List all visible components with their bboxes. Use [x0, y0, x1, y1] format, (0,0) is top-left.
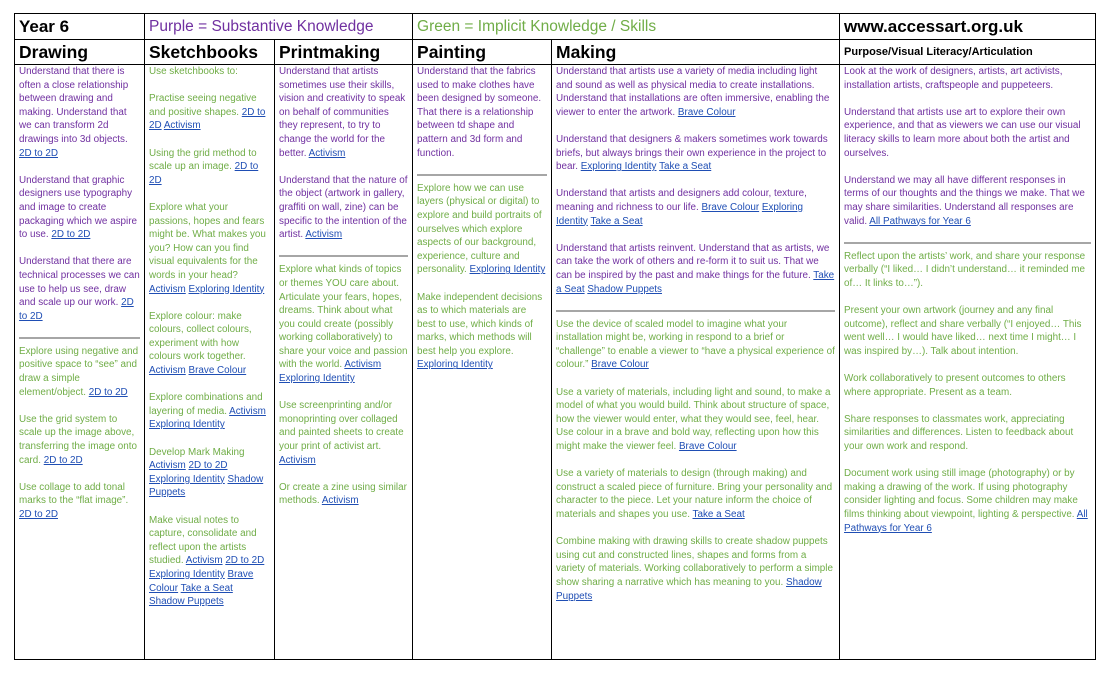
- section-divider: [19, 337, 140, 339]
- column-heading-painting: Painting: [413, 40, 552, 65]
- drawing-cell: [15, 65, 145, 660]
- legend-purple: Purple = Substantive Knowledge: [145, 14, 413, 40]
- pathway-link[interactable]: Exploring Identity: [417, 359, 493, 371]
- item-text: Explore what kinds of topics or themes YOU care about. Articulate your fears, hopes, dreams. Think about what you could create (possibly working collaboratively) to share your voice and passion with the world.: [279, 264, 408, 371]
- pathway-link[interactable]: Exploring Identity: [556, 201, 804, 227]
- pathway-link[interactable]: Brave Colour: [149, 568, 254, 594]
- pathway-link[interactable]: All Pathways for Year 6: [844, 509, 1088, 534]
- column-heading-sketchbooks: Sketchbooks: [145, 40, 275, 65]
- item-text: Combine making with drawing skills to create shadow puppets using cut and constructed lines, shapes and forms from a variety of materials. Working collaboratively to perform a simple show sharing a narrative which has meaning to you.: [556, 536, 833, 588]
- sketchbooks-cell: [145, 65, 275, 660]
- making-cell: [552, 65, 840, 660]
- item-text: Make visual notes to capture, consolidate and reflect upon the artists studied.: [149, 514, 257, 567]
- pathway-link[interactable]: Shadow Puppets: [556, 576, 822, 602]
- knowledge-item: [844, 65, 1091, 92]
- item-text: Document work using still image (photography) or by making a drawing of the work. If using photography consider lighting and focus. Some children may make films thinking about viewpoint, lighting & perspective.: [844, 468, 1078, 520]
- pathway-link[interactable]: Activism: [305, 229, 343, 241]
- printmaking-cell: [275, 65, 413, 660]
- knowledge-item: [19, 481, 140, 522]
- knowledge-item: [149, 310, 270, 378]
- knowledge-item: [149, 391, 270, 432]
- pathway-link[interactable]: Activism: [149, 283, 186, 295]
- item-text: Understand that artists sometimes use their skills, vision and creativity to speak on behalf of communities they represent, to try to change the world for the better.: [279, 66, 406, 159]
- item-text: Share responses to classmates work, appreciating similarities and differences. Listen to feedback about your own work and respond.: [844, 413, 1074, 453]
- item-text: Understand that the nature of the object (artwork in gallery, graffiti on wall, zine) can be specific to the intention of the artist.: [279, 174, 408, 241]
- item-text: Understand that artists and designers add colour, texture, meaning and richness to our life.: [556, 188, 807, 213]
- knowledge-item: [417, 65, 547, 160]
- painting-cell: [413, 65, 552, 660]
- content-row: [15, 65, 1096, 660]
- knowledge-item: [149, 92, 270, 133]
- knowledge-item: [556, 386, 835, 454]
- header-row: [15, 14, 1096, 40]
- item-text: Use a variety of materials to design (through making) and construct a scaled piece of furniture. Bring your personality and character to the piece. Let your nature inform the choice of materials and shapes you use.: [556, 468, 833, 520]
- knowledge-item: [279, 263, 408, 385]
- knowledge-item: [556, 467, 835, 521]
- pathway-link[interactable]: Activism: [163, 120, 201, 132]
- pathway-link[interactable]: Take a Seat: [659, 161, 712, 173]
- item-text: Develop Mark Making: [149, 446, 245, 458]
- pathway-link[interactable]: Take a Seat: [556, 269, 835, 295]
- knowledge-item: [149, 201, 270, 296]
- pathway-link[interactable]: Exploring Identity: [188, 283, 265, 295]
- knowledge-item: [556, 187, 835, 228]
- pathway-link[interactable]: 2D to 2D: [19, 297, 134, 322]
- item-text: Understand that designers & makers sometimes work towards briefs, but always brings their own experience in the project to bear.: [556, 133, 828, 173]
- item-text: Explore colour: make colours, collect colours, experiment with how colours work together.: [149, 310, 252, 363]
- item-text: Use a variety of materials, including light and sound, to make a model of what you would build. Think about structure of space, how the viewer would enter, what they would see, feel, hear. Use colour in a brave and bold way, reflecting upon how this might make the viewer feel.: [556, 386, 831, 453]
- knowledge-item: [19, 345, 140, 399]
- item-text: Understand that the fabrics used to make clothes have been designed by someone. That there is a relationship between td shape and pattern and 3d form and function.: [417, 66, 542, 159]
- item-text: Explore using negative and positive space to “see” and draw a simple element/object.: [19, 345, 139, 398]
- section-divider: [844, 242, 1091, 244]
- item-text: Understand that artists use art to explore their own experience, and that as viewers we can use our visual literacy skills to learn more about both the artist and ourselves.: [844, 106, 1081, 159]
- pathway-link[interactable]: Exploring Identity: [279, 373, 355, 385]
- knowledge-item: [279, 481, 408, 508]
- item-text: Use collage to add tonal marks to the “flat image”.: [19, 481, 129, 507]
- column-heading-making: Making: [552, 40, 840, 65]
- pathway-link[interactable]: 2D to 2D: [188, 460, 228, 472]
- item-text: Look at the work of designers, artists, art activists, installation artists, craftspeople and puppeteers.: [844, 66, 1063, 91]
- item-text: Work collaboratively to present outcomes to others where appropriate. Present as a team.: [844, 373, 1066, 398]
- pathway-link[interactable]: Brave Colour: [677, 106, 736, 118]
- knowledge-item: [556, 318, 835, 372]
- knowledge-item: [19, 255, 140, 323]
- item-text: Use the device of scaled model to imagine what your installation might be, working in respond to a brief or “challenge” to enable a viewer to “have a physical experience of colour.”: [556, 318, 835, 371]
- pathway-link[interactable]: Brave Colour: [591, 359, 649, 371]
- column-heading-printmaking: Printmaking: [275, 40, 413, 65]
- pathway-link[interactable]: Activism: [344, 359, 382, 371]
- pathway-link[interactable]: Take a Seat: [692, 509, 745, 520]
- knowledge-item: [844, 174, 1091, 228]
- curriculum-table: [14, 13, 1096, 660]
- pathway-link[interactable]: Activism: [185, 555, 223, 567]
- knowledge-item: [556, 535, 835, 603]
- item-text: Reflect upon the artists’ work, and share your response verbally (“I liked… I didn’t understand… it reminded me of… It links to…”).: [844, 250, 1086, 289]
- knowledge-item: [279, 65, 408, 160]
- item-text: Explore combinations and layering of media.: [149, 392, 263, 417]
- pathway-link[interactable]: Activism: [149, 365, 186, 377]
- item-text: Explore what your passions, hopes and fears might be. What makes you you? How can you find visual equivalents for the words in your head?: [149, 201, 266, 281]
- knowledge-item: [844, 467, 1091, 535]
- item-text: Present your own artwork (journey and any final outcome), reflect and share verbally (“I enjoyed… This went well… I would have liked… next time I might… I was inspired by…). Talk about intention.: [844, 305, 1082, 357]
- item-text: Practise seeing negative and positive shapes.: [149, 93, 257, 118]
- pathway-link[interactable]: Take a Seat: [180, 582, 233, 594]
- knowledge-item: [19, 413, 140, 467]
- column-heading-row: [15, 40, 1096, 65]
- column-heading-drawing: Drawing: [15, 40, 145, 65]
- pathway-link[interactable]: Shadow Puppets: [149, 596, 224, 608]
- pathway-link[interactable]: Activism: [321, 495, 359, 507]
- pathway-link[interactable]: 2D to 2D: [88, 386, 128, 398]
- knowledge-item: [844, 413, 1091, 454]
- item-text: Understand that there are technical processes we can use to help us see, draw and scale up our work.: [19, 256, 140, 309]
- knowledge-item: [149, 147, 270, 188]
- knowledge-item: [149, 446, 270, 500]
- knowledge-item: [279, 399, 408, 467]
- item-text: Understand that artists use a variety of media including light and sound as well as physical media to create installations. Understand that installations are often immersive, enabling the viewer to enter the artwork.: [556, 66, 830, 118]
- pathway-link[interactable]: Exploring Identity: [580, 161, 657, 173]
- pathway-link[interactable]: 2D to 2D: [43, 454, 83, 466]
- pathway-link[interactable]: Activism: [279, 454, 316, 466]
- item-text: Explore how we can use layers (physical or digital) to explore and build portraits of ourselves which explore aspects of our background, experience, culture and personality.: [417, 182, 542, 276]
- pathway-link[interactable]: Take a Seat: [590, 215, 643, 227]
- item-text: Use screenprinting and/or monoprinting over collaged and painted sheets to create your print of activist art.: [279, 400, 404, 453]
- knowledge-item: [19, 65, 140, 160]
- pathway-link[interactable]: 2D to 2D: [19, 509, 58, 520]
- section-divider: [279, 255, 408, 257]
- knowledge-item: [417, 291, 547, 373]
- knowledge-item: [844, 372, 1091, 399]
- column-heading-purpose: Purpose/Visual Literacy/Articulation: [840, 40, 1096, 65]
- item-text: Make independent decisions as to which materials are best to use, which kinds of marks, which methods will best help you explore.: [417, 291, 543, 357]
- knowledge-item: [149, 514, 270, 609]
- pathway-link[interactable]: Brave Colour: [678, 441, 737, 453]
- pathway-link[interactable]: 2D to 2D: [19, 147, 58, 159]
- pathway-link[interactable]: Exploring Identity: [149, 419, 225, 431]
- knowledge-item: [279, 174, 408, 242]
- item-text: Understand we may all have different responses in terms of our thoughts and the things we make. That we may share similarities. Understand all responses are valid.: [844, 174, 1085, 227]
- pathway-link[interactable]: Brave Colour: [188, 365, 247, 377]
- pathway-link[interactable]: Shadow Puppets: [587, 283, 662, 295]
- legend-green: Green = Implicit Knowledge / Skills: [413, 14, 840, 40]
- item-text: Using the grid method to scale up an image.: [149, 147, 257, 173]
- pathway-link[interactable]: Activism: [149, 460, 186, 472]
- item-text: Understand that there is often a close relationship between drawing and making. Understand that we can transform 2d drawings into 3d objects.: [19, 66, 129, 145]
- purpose-cell: [840, 65, 1096, 660]
- knowledge-item: [556, 242, 835, 296]
- pathway-link[interactable]: 2D to 2D: [149, 106, 266, 132]
- item-text: Understand that graphic designers use typography and image to create packaging which we aspire to use.: [19, 174, 138, 241]
- pathway-link[interactable]: 2D to 2D: [225, 555, 265, 567]
- pathway-link[interactable]: All Pathways for Year 6: [869, 215, 971, 227]
- knowledge-item: [556, 133, 835, 174]
- knowledge-item: [417, 182, 547, 277]
- year-title: Year 6: [15, 14, 145, 40]
- pathway-link[interactable]: Activism: [229, 405, 266, 417]
- knowledge-item: [149, 65, 270, 79]
- pathway-link[interactable]: Exploring Identity: [149, 568, 225, 580]
- pathway-link[interactable]: Shadow Puppets: [149, 473, 264, 499]
- item-text: Or create a zine using similar methods.: [279, 481, 407, 507]
- knowledge-item: [556, 65, 835, 119]
- knowledge-item: [844, 106, 1091, 160]
- pathway-link[interactable]: 2D to 2D: [51, 229, 91, 241]
- pathway-link[interactable]: Exploring Identity: [469, 264, 546, 276]
- pathway-link[interactable]: 2D to 2D: [149, 161, 259, 186]
- knowledge-item: [844, 250, 1091, 291]
- knowledge-item: [844, 304, 1091, 358]
- section-divider: [556, 310, 835, 312]
- section-divider: [417, 174, 547, 176]
- pathway-link[interactable]: Exploring Identity: [149, 473, 225, 485]
- website-url: www.accessart.org.uk: [840, 14, 1096, 40]
- item-text: Use sketchbooks to:: [149, 66, 238, 77]
- item-text: Understand that artists reinvent. Understand that as artists, we can take the work of others and re-form it to suit us. That we can be inspired by the past and make things for the future.: [556, 242, 830, 281]
- knowledge-item: [19, 174, 140, 242]
- pathway-link[interactable]: Brave Colour: [701, 201, 760, 213]
- pathway-link[interactable]: Activism: [308, 147, 346, 159]
- item-text: Use the grid system to scale up the image above, transferring the image onto card.: [19, 413, 138, 466]
